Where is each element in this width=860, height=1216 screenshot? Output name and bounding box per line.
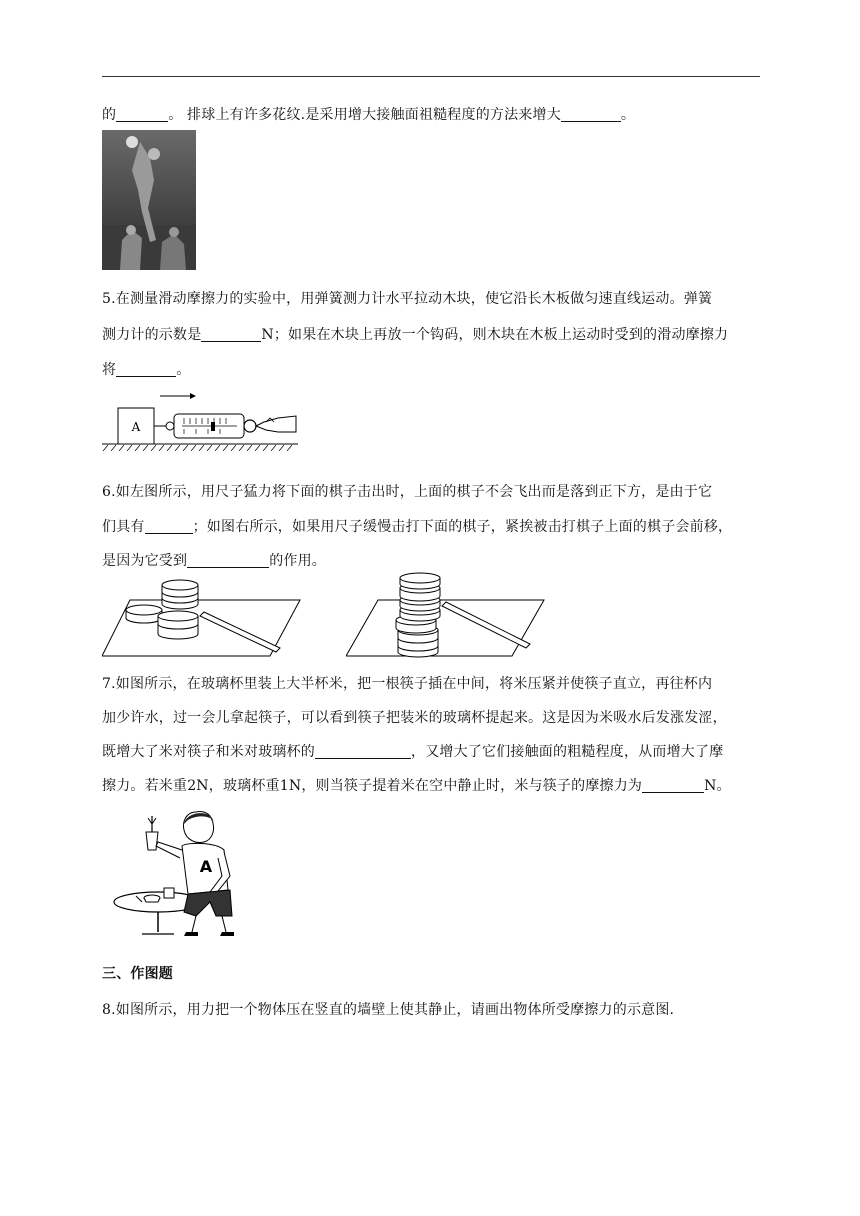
answer-blank[interactable] [116,361,176,377]
question-6-line-2: 们具有 ；如图右所示，如果用尺子缓慢击打下面的棋子，紧挨被击打棋子上面的棋子会前移， [102,519,733,535]
block-label: A [131,420,141,434]
chess-stack-right-figure [346,572,546,658]
question-7-line-4: 擦力。若米重2N，玻璃杯重1N，则当筷子提着米在空中静止时，米与筷子的摩擦力为 N。 [102,778,731,794]
answer-blank[interactable] [315,743,411,759]
question-5-line-3: 将 。 [102,362,191,378]
answer-blank[interactable] [145,518,193,534]
question-6-line-3: 是因为它受到 的作用。 [102,553,327,569]
scale-pointer [211,422,215,431]
question-5-line-2: 测力计的示数是 N；如果在木块上再放一个钩码，则木块在木板上运动时受到的滑动摩擦力 [102,327,729,343]
chess-stack-left-figure [102,572,302,658]
ruler [442,602,530,648]
rice-chopstick-figure [112,806,246,938]
spring-scale-figure [102,388,298,452]
glass-cup [146,832,158,850]
question-7-line-3: 既增大了米对筷子和米对玻璃杯的 ，又增大了它们接触面的粗糙程度，从而增大了摩 [102,744,724,760]
section-heading: 三、作图题 [102,966,173,982]
question-8: 8.如图所示，用力把一个物体压在竖直的墙壁上使其静止，请画出物体所受摩擦力的示意图. [102,1002,675,1018]
question-7-line-1: 7.如图所示，在玻璃杯里装上大半杯米，把一根筷子插在中间，将米压紧并使筷子直立，再往杯内 [102,676,713,692]
shirt-letter: A [199,857,213,876]
arrow-icon [190,393,196,399]
question-7-line-2: 加少许水，过一会儿拿起筷子，可以看到筷子把装米的玻璃杯提起来。这是因为米吸水后发涨发涩， [102,710,727,726]
question-5-line-1: 5.在测量滑动摩擦力的实验中，用弹簧测力计水平拉动木块，使它沿长木板做匀速直线运动。弹簧 [102,291,713,307]
question-6-line-1: 6.如左图所示，用尺子猛力将下面的棋子击出时，上面的棋子不会飞出而是落到正下方，是由于它 [102,484,713,500]
answer-blank[interactable] [201,326,261,342]
volleyball-photo [102,130,196,270]
boy-shorts [184,890,232,916]
question-4-tail: 的 。 排球上有许多花纹.是采用增大接触面祖糙程度的方法来增大 。 [102,107,636,123]
answer-blank[interactable] [187,552,269,568]
ruler [200,612,280,652]
answer-blank[interactable] [561,106,621,122]
hand-icon [256,416,296,432]
answer-blank[interactable] [116,106,168,122]
header-rule [102,76,760,77]
answer-blank[interactable] [642,777,704,793]
